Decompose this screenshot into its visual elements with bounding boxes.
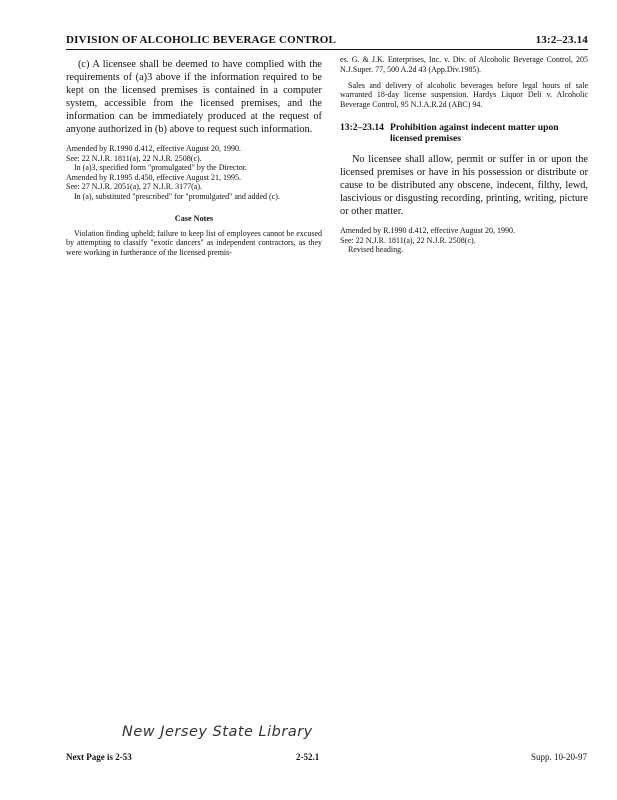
footer-next-page: Next Page is 2-53 bbox=[66, 752, 132, 762]
section-heading bbox=[340, 122, 588, 145]
case-notes-heading: Case Notes bbox=[174, 213, 214, 223]
footer-page-number: 2-52.1 bbox=[296, 752, 320, 762]
right-column bbox=[340, 55, 588, 255]
history-notes-left bbox=[66, 144, 322, 202]
running-header bbox=[66, 34, 588, 46]
history-note: See: 22 N.J.R. 1811(a), 22 N.J.R. 2508(c). bbox=[340, 235, 476, 245]
header-section: 13:2–23.14 bbox=[535, 34, 588, 46]
header-rule bbox=[66, 49, 588, 50]
history-note: Amended by R.1990 d.412, effective August 20, 1990. bbox=[66, 144, 241, 153]
history-notes-right bbox=[340, 226, 588, 255]
case-note-continued: es. G. & J.K. Enterprises, Inc. v. Div. of Alcoholic Beverage Control, 205 N.J.Super. 77, 500 A.2d 43 (App.Div.1985). bbox=[340, 55, 588, 74]
history-note: Revised heading. bbox=[348, 245, 404, 255]
case-note: Violation finding upheld; failure to keep list of employees cannot be excused by attempting to classify "exotic dancers" as independent contractors, as they were working in furtherance of the licensed premis- bbox=[66, 228, 322, 258]
section-number: 13:2–23.14 bbox=[340, 121, 384, 133]
history-note: See: 27 N.J.R. 2051(a), 27 N.J.R. 3177(a). bbox=[66, 182, 202, 192]
case-note: Sales and delivery of alcoholic beverages before legal hours of sale warranted 18-day license suspension. Hardys Liquor Deli v. Alcoholic Beverage Control, 95 N.J.A.R.2d (ABC) 94. bbox=[340, 80, 588, 110]
header-title: DIVISION OF ALCOHOLIC BEVERAGE CONTROL bbox=[66, 34, 337, 46]
history-note: Amended by R.1990 d.412, effective August 20, 1990. bbox=[340, 225, 515, 235]
footer-supplement: Supp. 10-20-97 bbox=[531, 752, 587, 762]
history-note: In (a), substituted "prescribed" for "promulgated" and added (c). bbox=[74, 191, 280, 201]
library-stamp: New Jersey State Library bbox=[122, 724, 313, 740]
history-note: Amended by R.1995 d.450, effective August 21, 1995. bbox=[66, 172, 241, 182]
history-note: See: 22 N.J.R. 1811(a), 22 N.J.R. 2508(c). bbox=[66, 153, 202, 163]
left-column bbox=[66, 58, 322, 264]
subsection-c-text: (c) A licensee shall be deemed to have complied with the requirements of (a)3 above if the information required to be kept on the licensed premises is contained in a computer system, accessible from the licensed premises, and the information can be immediately produced at the request of anyone authorized in (b) above to request such information. bbox=[66, 59, 322, 135]
section-title: Prohibition against indecent matter upon licensed premises bbox=[389, 121, 559, 145]
section-body-text: No licensee shall allow, permit or suffer in or upon the licensed premises or have in his possession or distribute or cause to be distributed any obscene, indecent, filthy, lewd, lascivious or disgusting recording, printing, writing, picture or other matter. bbox=[340, 153, 588, 217]
history-note: In (a)3, specified form "promulgated" by the Director. bbox=[74, 163, 247, 173]
